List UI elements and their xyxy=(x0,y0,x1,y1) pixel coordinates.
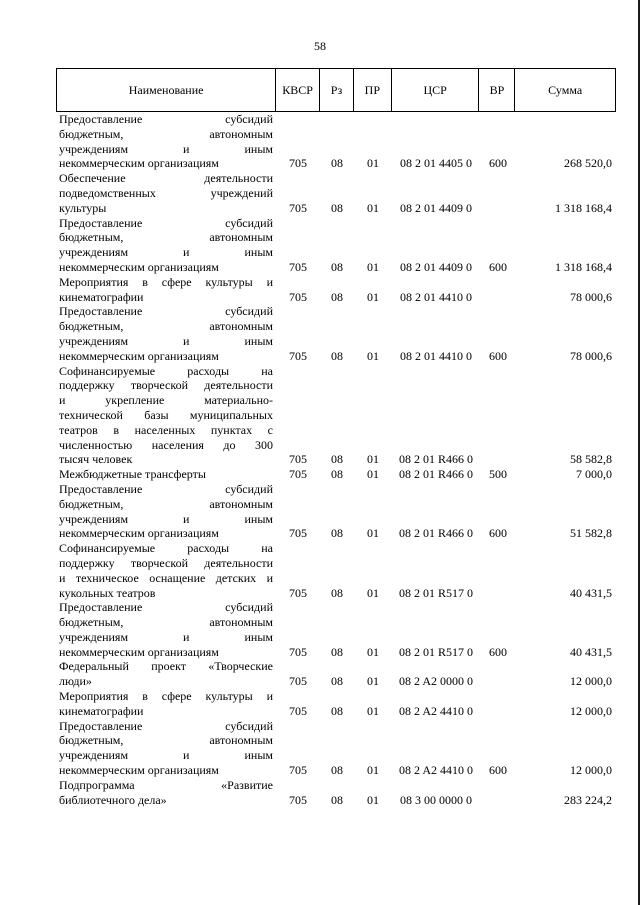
cell-sum: 1 318 168,4 xyxy=(555,200,612,215)
row-values xyxy=(56,586,616,601)
row-name-line: Обеспечение деятельности xyxy=(59,171,273,186)
cell-rz: 08 xyxy=(331,763,343,778)
table-row xyxy=(56,482,616,541)
cell-csr: 08 2 01 R466 0 xyxy=(398,526,473,541)
cell-vr: 600 xyxy=(489,156,507,171)
header-name: Наименование xyxy=(57,69,276,111)
cell-pr: 01 xyxy=(367,763,379,778)
cell-sum: 7 000,0 xyxy=(576,467,612,482)
row-name-line: люди» xyxy=(59,674,92,689)
cell-csr: 08 2 01 4410 0 xyxy=(400,289,472,304)
cell-sum: 40 431,5 xyxy=(570,585,612,600)
row-name-line: некоммерческим организациям xyxy=(59,644,219,659)
row-name-line: Мероприятия в сфере культуры и xyxy=(59,689,273,704)
row-name-line: и укрепление материально- xyxy=(59,393,273,408)
cell-pr: 01 xyxy=(367,703,379,718)
row-name-line: учреждениям и иным xyxy=(59,245,273,260)
cell-sum: 12 000,0 xyxy=(570,703,612,718)
cell-kvsr: 705 xyxy=(289,526,307,541)
row-values xyxy=(56,763,616,778)
cell-pr: 01 xyxy=(367,259,379,274)
row-name-line: технической базы муниципальных xyxy=(59,407,273,422)
cell-rz: 08 xyxy=(331,674,343,689)
table-row xyxy=(56,112,616,171)
cell-rz: 08 xyxy=(331,792,343,807)
cell-pr: 01 xyxy=(367,644,379,659)
row-name-line: Софинансируемые расходы на xyxy=(59,363,273,378)
cell-csr: 08 2 01 4409 0 xyxy=(400,200,472,215)
row-name-line: Предоставление субсидий xyxy=(59,215,273,230)
row-name-line: некоммерческим организациям xyxy=(59,259,219,274)
cell-vr: 600 xyxy=(489,526,507,541)
row-name-line: учреждениям и иным xyxy=(59,333,273,348)
cell-pr: 01 xyxy=(367,452,379,467)
cell-csr: 08 2 01 R517 0 xyxy=(398,585,473,600)
header-vr: ВР xyxy=(479,69,515,111)
row-values xyxy=(56,260,616,275)
row-name-line: культуры xyxy=(59,200,107,215)
row-values xyxy=(56,467,616,482)
row-values xyxy=(56,201,616,216)
cell-rz: 08 xyxy=(331,348,343,363)
row-name-line: кинематографии xyxy=(59,703,144,718)
row-name-line: некоммерческим организациям xyxy=(59,348,219,363)
table-row xyxy=(56,719,616,778)
row-values xyxy=(56,349,616,364)
cell-rz: 08 xyxy=(331,703,343,718)
cell-sum: 58 582,8 xyxy=(570,452,612,467)
cell-pr: 01 xyxy=(367,526,379,541)
table-row xyxy=(56,171,616,215)
cell-kvsr: 705 xyxy=(289,792,307,807)
cell-kvsr: 705 xyxy=(289,348,307,363)
row-name-line: поддержку творческой деятельности xyxy=(59,555,273,570)
cell-sum: 12 000,0 xyxy=(570,763,612,778)
row-name-line: учреждениям и иным xyxy=(59,748,273,763)
row-name-line: бюджетным, автономным xyxy=(59,319,273,334)
row-name-line: библиотечного дела» xyxy=(59,792,167,807)
row-values xyxy=(56,793,616,808)
row-name-line: Межбюджетные трансферты xyxy=(59,467,206,482)
cell-rz: 08 xyxy=(331,156,343,171)
cell-kvsr: 705 xyxy=(289,467,307,482)
table-row xyxy=(56,689,616,719)
cell-csr: 08 2 A2 4410 0 xyxy=(398,703,473,718)
cell-sum: 51 582,8 xyxy=(570,526,612,541)
cell-rz: 08 xyxy=(331,259,343,274)
table-row xyxy=(56,600,616,659)
cell-kvsr: 705 xyxy=(289,674,307,689)
row-name-line: театров в населенных пунктах с xyxy=(59,422,273,437)
header-csr: ЦСР xyxy=(392,69,480,111)
row-name-line: кинематографии xyxy=(59,289,144,304)
cell-csr: 08 2 01 R466 0 xyxy=(398,467,473,482)
cell-sum: 12 000,0 xyxy=(570,674,612,689)
row-name-line: и техническое оснащение детских и xyxy=(59,570,273,585)
table-header xyxy=(56,68,616,112)
cell-kvsr: 705 xyxy=(289,259,307,274)
table-row xyxy=(56,364,616,468)
header-rz: Рз xyxy=(320,69,354,111)
row-name-line: Подпрограмма «Развитие xyxy=(59,777,273,792)
cell-csr: 08 3 00 0000 0 xyxy=(400,792,472,807)
row-name-line: бюджетным, автономным xyxy=(59,126,273,141)
row-name-line: бюджетным, автономным xyxy=(59,615,273,630)
cell-rz: 08 xyxy=(331,289,343,304)
cell-rz: 08 xyxy=(331,452,343,467)
cell-pr: 01 xyxy=(367,674,379,689)
row-name-line: тысяч человек xyxy=(59,452,133,467)
row-name-line: некоммерческим организациям xyxy=(59,526,219,541)
cell-vr: 600 xyxy=(489,259,507,274)
row-values xyxy=(56,704,616,719)
cell-pr: 01 xyxy=(367,585,379,600)
table-row xyxy=(56,467,616,482)
row-name-line: учреждениям и иным xyxy=(59,629,273,644)
table-row xyxy=(56,659,616,689)
cell-pr: 01 xyxy=(367,200,379,215)
cell-pr: 01 xyxy=(367,156,379,171)
cell-vr: 600 xyxy=(489,348,507,363)
row-name-line: бюджетным, автономным xyxy=(59,230,273,245)
cell-csr: 08 2 01 4405 0 xyxy=(400,156,472,171)
row-name-line: бюджетным, автономным xyxy=(59,496,273,511)
row-name-line: подведомственных учреждений xyxy=(59,185,273,200)
row-name-line: Предоставление субсидий xyxy=(59,718,273,733)
cell-sum: 1 318 168,4 xyxy=(555,259,612,274)
cell-kvsr: 705 xyxy=(289,156,307,171)
cell-pr: 01 xyxy=(367,792,379,807)
row-values xyxy=(56,452,616,467)
cell-csr: 08 2 01 4409 0 xyxy=(400,259,472,274)
page-number: 58 xyxy=(314,39,326,53)
table-row xyxy=(56,275,616,305)
cell-rz: 08 xyxy=(331,200,343,215)
cell-pr: 01 xyxy=(367,289,379,304)
table-row xyxy=(56,778,616,808)
row-values xyxy=(56,674,616,689)
cell-sum: 78 000,6 xyxy=(570,289,612,304)
cell-rz: 08 xyxy=(331,526,343,541)
header-kvsr: КВСР xyxy=(276,69,320,111)
cell-csr: 08 2 A2 4410 0 xyxy=(398,763,473,778)
row-name-line: бюджетным, автономным xyxy=(59,733,273,748)
row-name-line: Мероприятия в сфере культуры и xyxy=(59,274,273,289)
table-body xyxy=(56,112,616,807)
cell-rz: 08 xyxy=(331,644,343,659)
cell-csr: 08 2 01 4410 0 xyxy=(400,348,472,363)
row-name-line: некоммерческим организациям xyxy=(59,156,219,171)
cell-kvsr: 705 xyxy=(289,585,307,600)
header-sum: Сумма xyxy=(548,82,583,97)
cell-kvsr: 705 xyxy=(289,644,307,659)
cell-vr: 600 xyxy=(489,763,507,778)
cell-sum: 283 224,2 xyxy=(564,792,612,807)
row-values xyxy=(56,290,616,305)
cell-sum: 78 000,6 xyxy=(570,348,612,363)
cell-rz: 08 xyxy=(331,467,343,482)
row-name-line: Предоставление субсидий xyxy=(59,304,273,319)
row-name-line: учреждениям и иным xyxy=(59,511,273,526)
row-values xyxy=(56,526,616,541)
cell-vr: 600 xyxy=(489,644,507,659)
row-name-line: Федеральный проект «Творческие xyxy=(59,659,273,674)
cell-kvsr: 705 xyxy=(289,703,307,718)
cell-pr: 01 xyxy=(367,467,379,482)
table-row xyxy=(56,216,616,275)
row-name-line: поддержку творческой деятельности xyxy=(59,378,273,393)
row-name-line: Софинансируемые расходы на xyxy=(59,541,273,556)
cell-sum: 40 431,5 xyxy=(570,644,612,659)
row-values xyxy=(56,645,616,660)
table-row xyxy=(56,304,616,363)
row-name-line: Предоставление субсидий xyxy=(59,112,273,126)
row-values xyxy=(56,156,616,171)
header-pr: ПР xyxy=(354,69,392,111)
cell-kvsr: 705 xyxy=(289,289,307,304)
row-name-line: численностью населения до 300 xyxy=(59,437,273,452)
row-name-line: некоммерческим организациям xyxy=(59,763,219,778)
row-name-line: кукольных театров xyxy=(59,585,156,600)
cell-kvsr: 705 xyxy=(289,452,307,467)
cell-rz: 08 xyxy=(331,585,343,600)
cell-csr: 08 2 01 R466 0 xyxy=(398,452,473,467)
cell-pr: 01 xyxy=(367,348,379,363)
cell-sum: 268 520,0 xyxy=(564,156,612,171)
cell-csr: 08 2 01 R517 0 xyxy=(398,644,473,659)
cell-vr: 500 xyxy=(489,467,507,482)
row-name-line: Предоставление субсидий xyxy=(59,481,273,496)
row-name-line: учреждениям и иным xyxy=(59,141,273,156)
table-row xyxy=(56,541,616,600)
row-name-line: Предоставление субсидий xyxy=(59,600,273,615)
cell-kvsr: 705 xyxy=(289,763,307,778)
cell-csr: 08 2 A2 0000 0 xyxy=(398,674,473,689)
cell-kvsr: 705 xyxy=(289,200,307,215)
